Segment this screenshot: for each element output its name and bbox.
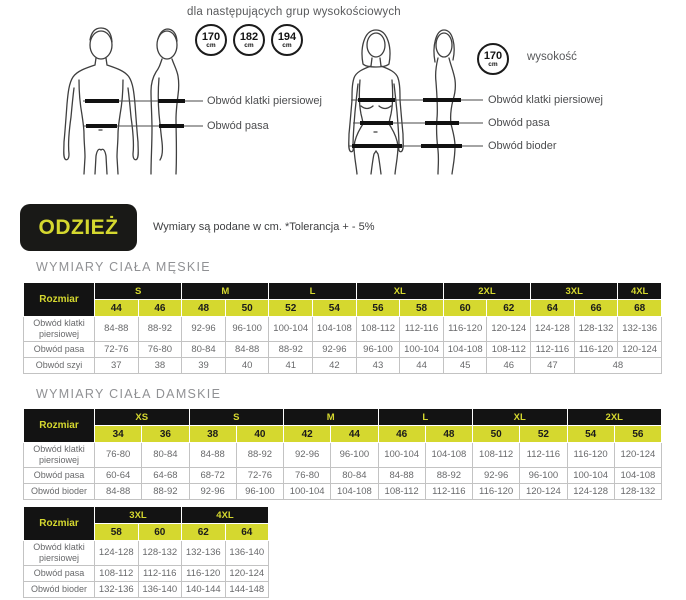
measurement-label-cell: Obwód bioder bbox=[24, 483, 95, 499]
measurement-value-cell: 84-88 bbox=[189, 443, 236, 468]
measurement-value-cell: 96-100 bbox=[331, 443, 378, 468]
women-size-table bbox=[23, 408, 662, 500]
size-number-header: 50 bbox=[225, 300, 269, 317]
size-number-header: 52 bbox=[269, 300, 313, 317]
measurement-value-cell: 92-96 bbox=[182, 317, 226, 342]
size-group-header: L bbox=[269, 283, 356, 300]
size-number-header: 46 bbox=[138, 300, 182, 317]
female-waist-label: Obwód pasa bbox=[488, 117, 550, 129]
measurement-value-cell: 112-116 bbox=[520, 443, 567, 468]
size-number-header: 56 bbox=[614, 426, 661, 443]
measurement-value-cell: 104-108 bbox=[425, 443, 472, 468]
measurement-label-cell: Obwód klatki piersiowej bbox=[24, 443, 95, 468]
measurement-value-cell: 120-124 bbox=[520, 483, 567, 499]
table-corner-label: Rozmiar bbox=[24, 507, 95, 541]
measurement-label-cell: Obwód klatki piersiowej bbox=[24, 317, 95, 342]
size-number-header: 62 bbox=[487, 300, 531, 317]
measurement-label-cell: Obwód pasa bbox=[24, 467, 95, 483]
measurement-label-cell: Obwód szyi bbox=[24, 357, 95, 373]
measurement-value-cell: 84-88 bbox=[225, 341, 269, 357]
size-number-header: 46 bbox=[378, 426, 425, 443]
size-number-header: 56 bbox=[356, 300, 400, 317]
measurement-value-cell: 38 bbox=[138, 357, 182, 373]
size-number-header: 60 bbox=[138, 524, 182, 541]
measurement-value-cell: 88-92 bbox=[138, 317, 182, 342]
size-number-header: 58 bbox=[400, 300, 444, 317]
table-row bbox=[24, 467, 662, 483]
measurement-value-cell: 84-88 bbox=[378, 467, 425, 483]
size-number-header: 54 bbox=[567, 426, 614, 443]
measurement-value-cell: 40 bbox=[225, 357, 269, 373]
measurement-value-cell: 116-120 bbox=[567, 443, 614, 468]
female-hips-label: Obwód bioder bbox=[488, 140, 557, 152]
measurement-value-cell: 44 bbox=[400, 357, 444, 373]
measurement-value-cell: 88-92 bbox=[236, 443, 283, 468]
table-row bbox=[24, 317, 662, 342]
size-group-header: M bbox=[284, 409, 379, 426]
measurement-value-cell: 132-136 bbox=[618, 317, 662, 342]
women-size-table-ext bbox=[23, 506, 269, 598]
measurement-value-cell: 108-112 bbox=[378, 483, 425, 499]
size-group-header: 4XL bbox=[618, 283, 662, 300]
measurement-value-cell: 104-108 bbox=[313, 317, 357, 342]
men-table-title: WYMIARY CIAŁA MĘSKIE bbox=[36, 260, 211, 274]
measurement-value-cell: 88-92 bbox=[142, 483, 189, 499]
male-waist-label: Obwód pasa bbox=[207, 120, 269, 132]
height-groups-caption: dla następujących grup wysokościowych bbox=[187, 6, 401, 18]
size-group-header: 3XL bbox=[95, 507, 182, 524]
measurement-value-cell: 104-108 bbox=[331, 483, 378, 499]
size-group-header: 2XL bbox=[443, 283, 530, 300]
size-group-header: 2XL bbox=[567, 409, 662, 426]
size-number-header: 66 bbox=[574, 300, 618, 317]
size-number-header: 44 bbox=[95, 300, 139, 317]
height-word-label: wysokość bbox=[527, 51, 577, 63]
measurement-value-cell: 76-80 bbox=[138, 341, 182, 357]
measurement-value-cell: 84-88 bbox=[95, 317, 139, 342]
measurement-value-cell: 108-112 bbox=[356, 317, 400, 342]
size-number-header: 34 bbox=[95, 426, 142, 443]
measurement-value-cell: 128-132 bbox=[138, 541, 182, 566]
size-number-header: 52 bbox=[520, 426, 567, 443]
measurement-value-cell: 88-92 bbox=[425, 467, 472, 483]
size-number-header: 58 bbox=[95, 524, 139, 541]
measurement-value-cell: 39 bbox=[182, 357, 226, 373]
measurement-value-cell: 108-112 bbox=[473, 443, 520, 468]
measurement-value-cell: 92-96 bbox=[313, 341, 357, 357]
measurement-value-cell: 48 bbox=[574, 357, 661, 373]
measurement-value-cell: 144-148 bbox=[225, 581, 269, 597]
size-number-header: 36 bbox=[142, 426, 189, 443]
table-row bbox=[24, 565, 269, 581]
height-circle-194: 194 cm bbox=[271, 24, 303, 56]
measurement-value-cell: 96-100 bbox=[236, 483, 283, 499]
size-table bbox=[23, 408, 662, 500]
table-corner-label: Rozmiar bbox=[24, 283, 95, 317]
measurement-value-cell: 100-104 bbox=[567, 467, 614, 483]
measurement-value-cell: 136-140 bbox=[138, 581, 182, 597]
size-table bbox=[23, 282, 662, 374]
measurement-value-cell: 124-128 bbox=[567, 483, 614, 499]
measurement-value-cell: 108-112 bbox=[95, 565, 139, 581]
measurement-value-cell: 120-124 bbox=[487, 317, 531, 342]
measurement-value-cell: 112-116 bbox=[531, 341, 575, 357]
measurement-value-cell: 124-128 bbox=[95, 541, 139, 566]
size-number-header: 40 bbox=[236, 426, 283, 443]
size-group-header: 4XL bbox=[182, 507, 269, 524]
badge-label: ODZIEŻ bbox=[38, 215, 119, 239]
measurement-value-cell: 46 bbox=[487, 357, 531, 373]
measurement-value-cell: 140-144 bbox=[182, 581, 226, 597]
size-number-header: 62 bbox=[182, 524, 226, 541]
male-chest-label: Obwód klatki piersiowej bbox=[207, 95, 322, 107]
female-chest-label: Obwód klatki piersiowej bbox=[488, 94, 603, 106]
measurement-value-cell: 88-92 bbox=[269, 341, 313, 357]
size-number-header: 44 bbox=[331, 426, 378, 443]
measurement-value-cell: 92-96 bbox=[473, 467, 520, 483]
measurement-value-cell: 128-132 bbox=[574, 317, 618, 342]
size-group-header: S bbox=[189, 409, 284, 426]
measurement-value-cell: 116-120 bbox=[443, 317, 487, 342]
size-number-header: 48 bbox=[425, 426, 472, 443]
measurement-value-cell: 128-132 bbox=[614, 483, 661, 499]
measurement-value-cell: 112-116 bbox=[425, 483, 472, 499]
clothing-badge bbox=[20, 204, 137, 251]
size-group-header: S bbox=[95, 283, 182, 300]
measurement-value-cell: 72-76 bbox=[95, 341, 139, 357]
measurement-label-cell: Obwód klatki piersiowej bbox=[24, 541, 95, 566]
size-group-header: 3XL bbox=[531, 283, 618, 300]
measurement-value-cell: 84-88 bbox=[95, 483, 142, 499]
measurement-value-cell: 80-84 bbox=[142, 443, 189, 468]
measurement-value-cell: 76-80 bbox=[284, 467, 331, 483]
measurement-value-cell: 136-140 bbox=[225, 541, 269, 566]
measurement-value-cell: 96-100 bbox=[520, 467, 567, 483]
men-size-table bbox=[23, 282, 662, 374]
measurement-value-cell: 104-108 bbox=[443, 341, 487, 357]
size-number-header: 64 bbox=[225, 524, 269, 541]
measurement-value-cell: 112-116 bbox=[400, 317, 444, 342]
size-group-header: M bbox=[182, 283, 269, 300]
measurement-value-cell: 108-112 bbox=[487, 341, 531, 357]
measurement-value-cell: 116-120 bbox=[182, 565, 226, 581]
measurement-value-cell: 76-80 bbox=[95, 443, 142, 468]
table-row bbox=[24, 341, 662, 357]
measurement-value-cell: 41 bbox=[269, 357, 313, 373]
measurement-value-cell: 43 bbox=[356, 357, 400, 373]
table-row bbox=[24, 581, 269, 597]
table-row bbox=[24, 483, 662, 499]
measurement-value-cell: 42 bbox=[313, 357, 357, 373]
size-number-header: 48 bbox=[182, 300, 226, 317]
measurement-value-cell: 80-84 bbox=[182, 341, 226, 357]
size-number-header: 54 bbox=[313, 300, 357, 317]
measurement-value-cell: 112-116 bbox=[138, 565, 182, 581]
measurement-value-cell: 72-76 bbox=[236, 467, 283, 483]
size-number-header: 60 bbox=[443, 300, 487, 317]
table-row bbox=[24, 443, 662, 468]
women-table-title: WYMIARY CIAŁA DAMSKIE bbox=[36, 387, 222, 401]
measurement-value-cell: 120-124 bbox=[225, 565, 269, 581]
measurement-value-cell: 100-104 bbox=[378, 443, 425, 468]
measurement-value-cell: 80-84 bbox=[331, 467, 378, 483]
measurement-label-cell: Obwód pasa bbox=[24, 341, 95, 357]
size-group-header: XL bbox=[473, 409, 568, 426]
height-circle-170: 170 cm bbox=[195, 24, 227, 56]
table-row bbox=[24, 541, 269, 566]
size-group-header: XS bbox=[95, 409, 190, 426]
measurement-value-cell: 96-100 bbox=[225, 317, 269, 342]
size-number-header: 64 bbox=[531, 300, 575, 317]
measurement-value-cell: 37 bbox=[95, 357, 139, 373]
measurement-value-cell: 120-124 bbox=[618, 341, 662, 357]
measurement-value-cell: 47 bbox=[531, 357, 575, 373]
size-number-header: 68 bbox=[618, 300, 662, 317]
size-number-header: 42 bbox=[284, 426, 331, 443]
size-number-header: 50 bbox=[473, 426, 520, 443]
table-row bbox=[24, 357, 662, 373]
measurement-value-cell: 100-104 bbox=[284, 483, 331, 499]
measurement-value-cell: 116-120 bbox=[473, 483, 520, 499]
tolerance-note: Wymiary są podane w cm. *Tolerancja + - 5% bbox=[153, 221, 375, 233]
measurement-value-cell: 68-72 bbox=[189, 467, 236, 483]
measurement-value-cell: 104-108 bbox=[614, 467, 661, 483]
table-corner-label: Rozmiar bbox=[24, 409, 95, 443]
size-number-header: 38 bbox=[189, 426, 236, 443]
height-circle-female-170: 170 cm bbox=[477, 43, 509, 75]
measurement-label-cell: Obwód pasa bbox=[24, 565, 95, 581]
size-group-header: XL bbox=[356, 283, 443, 300]
measurement-value-cell: 100-104 bbox=[400, 341, 444, 357]
measurement-value-cell: 92-96 bbox=[284, 443, 331, 468]
size-group-header: L bbox=[378, 409, 473, 426]
height-circle-182: 182 cm bbox=[233, 24, 265, 56]
measurement-value-cell: 60-64 bbox=[95, 467, 142, 483]
measurement-value-cell: 96-100 bbox=[356, 341, 400, 357]
measurement-value-cell: 116-120 bbox=[574, 341, 618, 357]
measurement-value-cell: 45 bbox=[443, 357, 487, 373]
measurement-label-cell: Obwód bioder bbox=[24, 581, 95, 597]
measurement-value-cell: 92-96 bbox=[189, 483, 236, 499]
measurement-value-cell: 120-124 bbox=[614, 443, 661, 468]
measurement-value-cell: 132-136 bbox=[182, 541, 226, 566]
size-table bbox=[23, 506, 269, 598]
measurement-value-cell: 132-136 bbox=[95, 581, 139, 597]
measurement-value-cell: 100-104 bbox=[269, 317, 313, 342]
measurement-value-cell: 124-128 bbox=[531, 317, 575, 342]
measurement-value-cell: 64-68 bbox=[142, 467, 189, 483]
